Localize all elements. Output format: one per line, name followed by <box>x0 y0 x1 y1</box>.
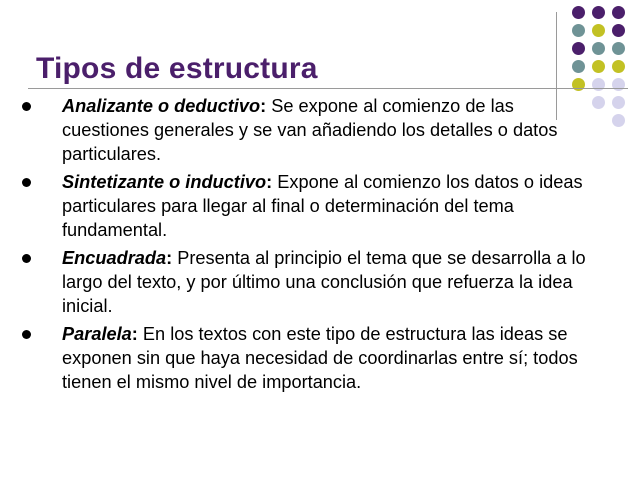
decorative-dot <box>612 60 625 73</box>
bullet-dot-icon <box>22 330 31 339</box>
bullet-colon: : <box>260 96 267 116</box>
slide-title: Tipos de estructura <box>36 52 318 85</box>
bullet-description: Se expone al comienzo de las cuestiones generales y se van añadiendo los detalles o datos particulares. <box>62 96 558 164</box>
decorative-dot <box>592 6 605 19</box>
bullet-description: Presenta al principio el tema que se desarrolla a lo largo del texto, y por último una conclusión que refuerza la idea inicial. <box>62 248 586 316</box>
decorative-dot <box>592 24 605 37</box>
decorative-dot <box>592 78 605 91</box>
title-divider-line <box>28 88 628 89</box>
bullet-text <box>62 172 583 240</box>
bullet-text <box>62 248 586 316</box>
bullet-item-encuadrada <box>20 246 600 318</box>
bullet-text <box>62 324 578 392</box>
bullet-description: Expone al comienzo los datos o ideas particulares para llegar al final o determinación del tema fundamental. <box>62 172 583 240</box>
bullet-dot-icon <box>22 254 31 263</box>
bullet-item-sintetizante <box>20 170 600 242</box>
decorative-dot <box>592 60 605 73</box>
decorative-dot <box>572 6 585 19</box>
bullet-colon: : <box>131 324 138 344</box>
decorative-dot <box>572 42 585 55</box>
bullet-dot-icon <box>22 178 31 187</box>
decorative-dot <box>572 24 585 37</box>
bullet-term: Paralela <box>62 324 132 344</box>
decorative-dot <box>592 42 605 55</box>
bullet-list <box>20 94 600 398</box>
decorative-dot <box>612 6 625 19</box>
bullet-term: Sintetizante o inductivo <box>62 172 267 192</box>
bullet-item-analizante <box>20 94 600 166</box>
bullet-term: Encuadrada <box>62 248 167 268</box>
bullet-text <box>62 96 557 164</box>
bullet-term: Analizante o deductivo <box>62 96 261 116</box>
decorative-dot <box>612 114 625 127</box>
bullet-item-paralela <box>20 322 600 394</box>
decorative-dot <box>612 42 625 55</box>
decorative-dot <box>572 60 585 73</box>
decorative-dot <box>612 24 625 37</box>
bullet-description: En los textos con este tipo de estructura las ideas se exponen sin que haya necesidad de coordinarlas entre sí; todos tienen el mismo nivel de importancia. <box>62 324 578 392</box>
decorative-dot <box>612 96 625 109</box>
decorative-dot <box>612 78 625 91</box>
bullet-colon: : <box>166 248 173 268</box>
decorative-dot <box>572 78 585 91</box>
bullet-colon: : <box>266 172 273 192</box>
bullet-dot-icon <box>22 102 31 111</box>
